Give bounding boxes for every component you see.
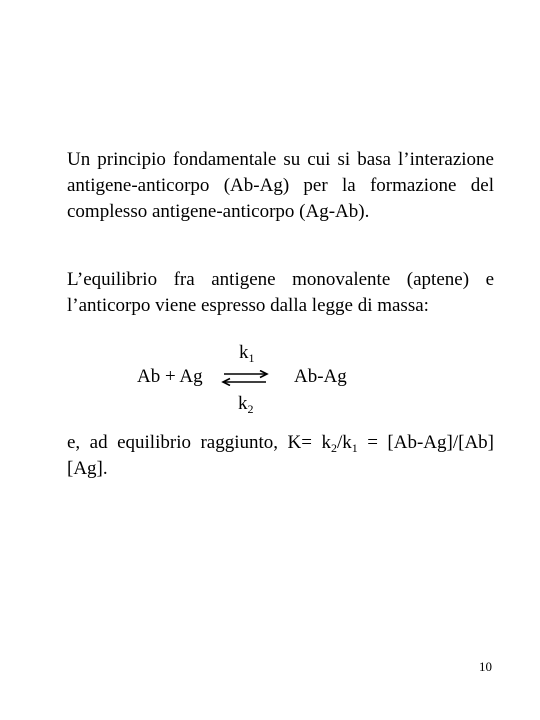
page-number: 10	[479, 659, 492, 674]
product-label: Ab-Ag	[294, 366, 347, 387]
reactants-label: Ab + Ag	[137, 366, 203, 387]
k-expression-end: = [Ab-Ag]/[Ab][Ag].	[67, 432, 495, 479]
reverse-constant-symbol: k	[238, 393, 248, 414]
equilibrium-arrows-icon	[220, 370, 270, 386]
k1-subscript: 1	[351, 441, 358, 455]
forward-constant-subscript: 1	[248, 351, 255, 365]
forward-rate-constant	[239, 340, 255, 366]
equilibrium-constant-paragraph	[67, 430, 494, 482]
k-expression-start: e, ad equilibrio raggiunto, K= k	[67, 432, 331, 453]
mass-law-paragraph: L’equilibrio fra antigene monovalente (aptene) e l’anticorpo viene espresso dalla legge di massa:	[67, 269, 494, 316]
k2-subscript: 2	[330, 441, 337, 455]
intro-paragraph: Un principio fondamentale su cui si basa l’interazione antigene-anticorpo (Ab-Ag) per la formazione del complesso antigene-anticorpo (Ag-Ab).	[67, 149, 494, 222]
reverse-constant-subscript: 2	[247, 402, 254, 416]
reverse-rate-constant	[238, 391, 254, 417]
forward-constant-symbol: k	[239, 342, 249, 363]
k-expression-slash: /k	[336, 432, 352, 453]
